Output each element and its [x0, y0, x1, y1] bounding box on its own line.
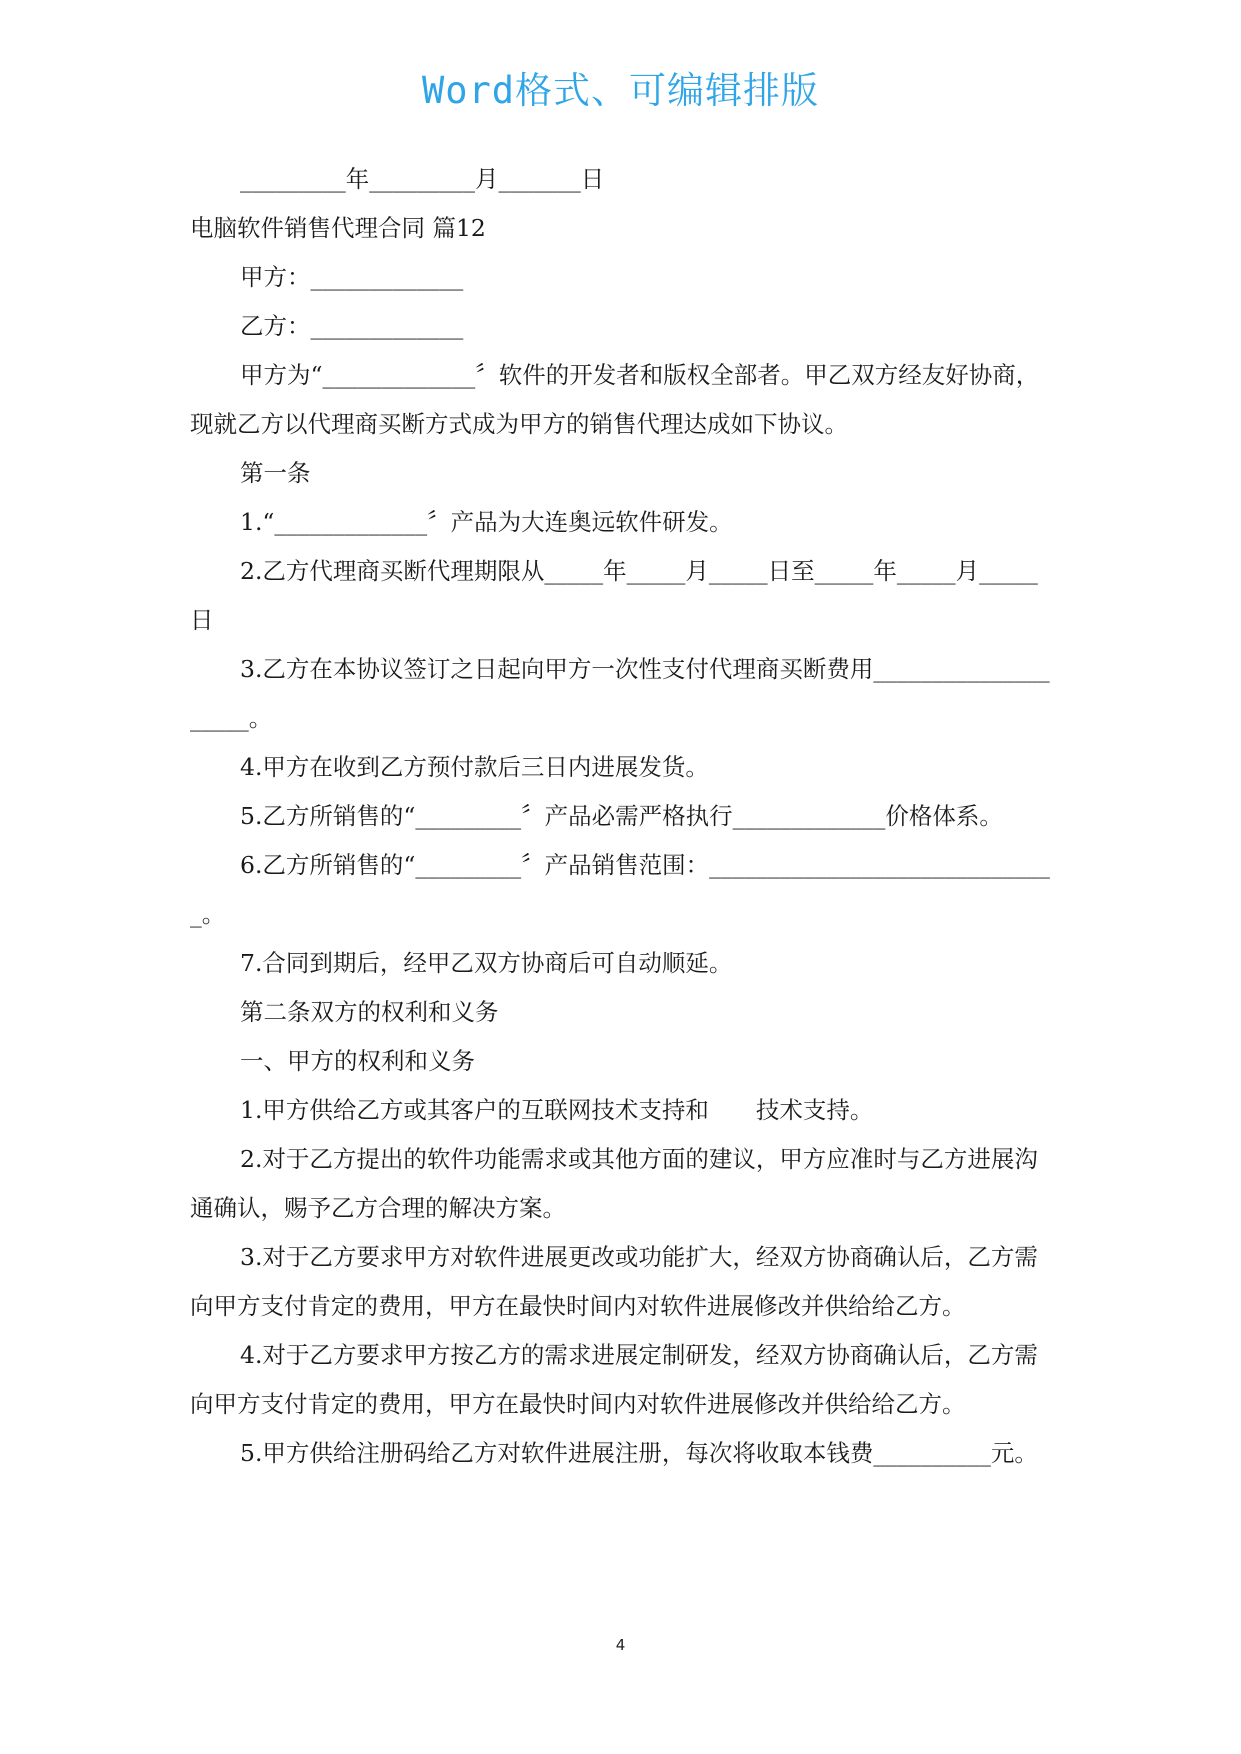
preamble-paragraph: 甲方为“_____________〞软件的开发者和版权全部者。甲乙双方经友好协商，现就乙方以代理商买断方式成为甲方的销售代理达成如下协议。	[190, 361, 1040, 438]
document-header-title: Word格式、可编辑排版	[421, 69, 820, 112]
page-number: 4	[615, 1636, 626, 1654]
clause-2-5: 5.甲方供给注册码给乙方对软件进展注册，每次将收取本钱费__________元。	[240, 1439, 1038, 1467]
clause-1-2: 2.乙方代理商买断代理期限从_____年_____月_____日至_____年_____月_____日	[190, 557, 1038, 634]
clause-1-5: 5.乙方所销售的“_________〞产品必需严格执行_____________价格体系。	[240, 802, 1003, 830]
clause-2-2: 2.对于乙方提出的软件功能需求或其他方面的建议，甲方应准时与乙方进展沟通确认，赐予乙方合理的解决方案。	[190, 1145, 1038, 1222]
clause-1-6: 6.乙方所销售的“_________〞产品销售范围：______________________________。	[190, 851, 1050, 928]
clause-1-3: 3.乙方在本协议签订之日起向甲方一次性支付代理商买断费用____________________。	[190, 655, 1050, 732]
clause-2-4: 4.对于乙方要求甲方按乙方的需求进展定制研发，经双方协商确认后，乙方需向甲方支付肯定的费用，甲方在最快时间内对软件进展修改并供给给乙方。	[190, 1341, 1038, 1418]
party-a-line: 甲方：_____________	[240, 263, 464, 291]
article-one-heading: 第一条	[240, 459, 311, 487]
document-body	[190, 155, 1060, 1478]
clause-1-4: 4.甲方在收到乙方预付款后三日内进展发货。	[240, 753, 709, 781]
article-two-heading: 第二条双方的权利和义务	[240, 998, 499, 1026]
clause-1-1: 1.“_____________〞产品为大连奥远软件研发。	[240, 508, 733, 536]
clause-2-3: 3.对于乙方要求甲方对软件进展更改或功能扩大，经双方协商确认后，乙方需向甲方支付肯定的费用，甲方在最快时间内对软件进展修改并供给给乙方。	[190, 1243, 1038, 1320]
clause-1-7: 7.合同到期后，经甲乙双方协商后可自动顺延。	[240, 949, 733, 977]
clause-2-1: 1.甲方供给乙方或其客户的互联网技术支持和 技术支持。	[240, 1096, 874, 1124]
contract-title: 电脑软件销售代理合同 篇12	[190, 214, 486, 242]
party-b-line: 乙方：_____________	[240, 312, 464, 340]
date-line: _________年_________月_______日	[240, 165, 605, 193]
section-party-a-heading: 一、甲方的权利和义务	[240, 1047, 475, 1075]
